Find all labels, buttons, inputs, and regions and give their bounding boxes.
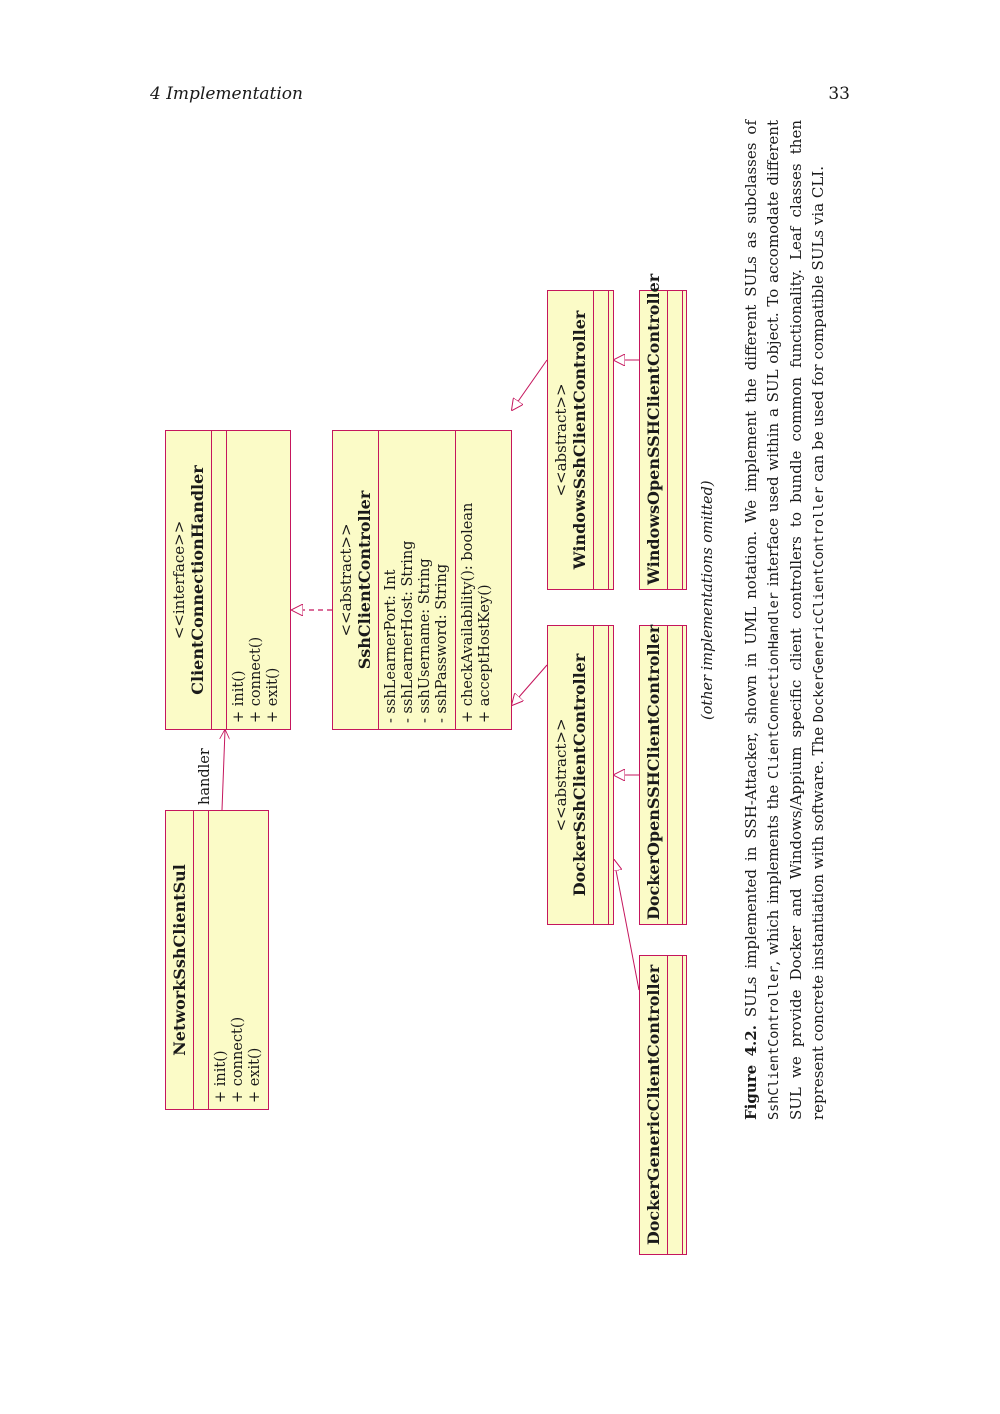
stereotype: <<abstract>> <box>337 523 355 637</box>
class-methods <box>609 291 623 589</box>
class-attributes <box>594 626 609 924</box>
caption-text: , which implements the <box>764 779 782 966</box>
page-number: 33 <box>828 84 850 104</box>
class-docker-openssh-client-controller <box>639 625 687 925</box>
rotated-figure-block <box>150 120 830 1246</box>
class-attributes <box>594 291 609 589</box>
edge-docker-extends-ssh <box>512 665 547 705</box>
attribute: - sshLearnerHost: String <box>400 540 416 723</box>
attribute: - sshLearnerPort: Int <box>383 569 399 723</box>
stereotype: <<abstract>> <box>552 383 570 497</box>
attribute: - sshPassword: String <box>434 563 450 723</box>
edge-windows-extends-ssh <box>512 360 547 410</box>
class-name: WindowsOpenSSHClientController <box>644 273 663 585</box>
running-head <box>150 84 850 106</box>
class-name: DockerOpenSSHClientController <box>644 624 663 920</box>
class-methods <box>683 956 697 1254</box>
omitted-note: (other implementations omitted) <box>700 480 716 720</box>
figure-caption <box>740 120 830 1120</box>
class-name: WindowsSshClientController <box>570 310 589 570</box>
caption-label: Figure 4.2. <box>742 1025 760 1120</box>
class-name: DockerGenericClientController <box>644 964 663 1246</box>
interface-client-connection-handler <box>165 430 291 730</box>
stereotype: <<abstract>> <box>552 718 570 832</box>
class-windows-openssh-client-controller <box>639 273 687 590</box>
edge-network-to-handler <box>222 730 225 810</box>
method: + exit() <box>247 1047 263 1103</box>
class-docker-generic-client-controller <box>639 955 687 1255</box>
caption-code: DockerGenericClientController <box>811 486 827 723</box>
method: + connect() <box>230 1016 246 1103</box>
class-name: NetworkSshClientSul <box>170 864 189 1056</box>
caption-text: interface used within a SUL object. To accomodate different SUL we provide Docker and Windows/Appium specific client controllers to bundle common functionality. Leaf classes then represent concrete instantiation with software. The <box>764 120 827 1120</box>
method: + connect() <box>248 636 264 723</box>
class-network-ssh-client-sul <box>165 810 269 1110</box>
class-methods <box>609 626 623 924</box>
class-attributes <box>668 956 683 1254</box>
class-attributes <box>668 626 683 924</box>
method: + exit() <box>265 667 281 723</box>
stereotype: <<interface>> <box>170 520 188 640</box>
caption-text: can be used for compatible SULs via CLI. <box>809 165 827 487</box>
method: + init() <box>213 1050 229 1103</box>
class-name: SshClientController <box>355 490 374 670</box>
class-methods <box>209 811 268 1109</box>
class-docker-ssh-client-controller <box>547 625 614 925</box>
caption-text: SULs implemented in SSH-Attacker, shown in UML notation. We implement the different SULs as subclasses of <box>742 120 760 1026</box>
class-methods <box>456 431 498 729</box>
method: + checkAvailability(): boolean <box>460 502 476 723</box>
caption-code: ClientConnectionHandler <box>766 592 782 779</box>
class-attributes <box>212 431 227 729</box>
class-windows-ssh-client-controller <box>547 290 614 590</box>
class-methods <box>683 291 697 589</box>
class-ssh-client-controller <box>332 430 512 730</box>
class-name: DockerSshClientController <box>570 653 589 897</box>
chapter-title: 4 Implementation <box>150 84 303 104</box>
association-label: handler <box>197 748 213 805</box>
class-methods <box>227 431 286 729</box>
class-attributes <box>668 291 683 589</box>
class-methods <box>683 626 697 924</box>
class-name: ClientConnectionHandler <box>188 465 207 695</box>
class-attributes <box>194 811 209 1109</box>
class-attributes <box>379 431 456 729</box>
method: + acceptHostKey() <box>477 584 493 723</box>
attribute: - sshUsername: String <box>417 558 433 723</box>
caption-code: SshClientController <box>766 965 782 1120</box>
method: + init() <box>231 670 247 723</box>
